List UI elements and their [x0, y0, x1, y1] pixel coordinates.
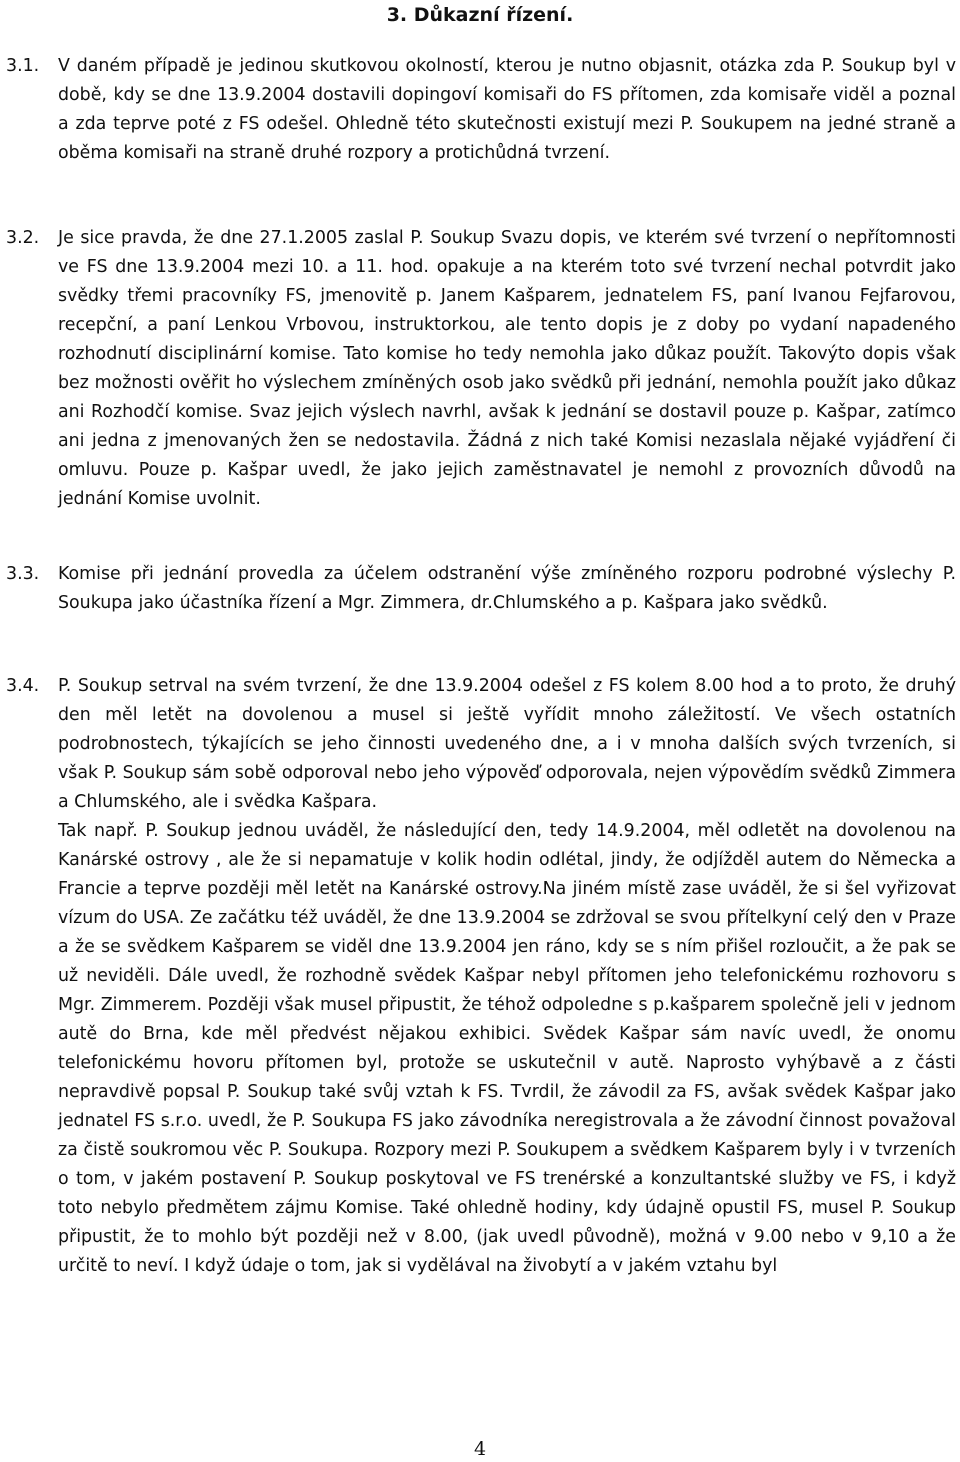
page-number: 4 [473, 1438, 487, 1460]
paragraph-text: Je sice pravda, že dne 27.1.2005 zaslal P. Soukup Svazu dopis, ve kterém své tvrzení o nepřítomnosti ve FS dne 13.9.2004 mezi 10. a 11. hod. opakuje a na kterém toto své tvrzení nechal potvrdit jako svědky třemi pracovníky FS, jmenovitě p. Janem Kašparem, jednatelem FS, paní Ivanou Fejfarovou, recepční, a paní Lenkou Vrbovou, instruktorkou, ale tento dopis je z doby po vydaní napadeného rozhodnutí disciplinární komise. Tato komise ho tedy nemohla jako důkaz použít. Takovýto dopis však bez možnosti ověřit ho výslechem zmíněných osob jako svědků při jednání, nemohla použít jako důkaz ani Rozhodčí komise. Svaz jejich výslech navrhl, avšak k jednání se dostavil pouze p. Kašpar, zatímco ani jedna z jmenovaných žen se nedostavila. Žádná z nich také Komisi nezaslala nějaké vyjádření či omluvu. Pouze p. Kašpar uvedl, že jako jejich zaměstnavatel je nemohl z provozních důvodů na jednání Komise uvolnit. [58, 228, 956, 509]
paragraph-body [58, 560, 956, 618]
paragraph-number: 3.1. [6, 56, 40, 76]
paragraph-number: 3.4. [6, 676, 40, 696]
paragraph-text: V daném případě je jedinou skutkovou okolností, kterou je nutno objasnit, otázka zda P. Soukup byl v době, kdy se dne 13.9.2004 dostavili dopingoví komisaři do FS přítomen, zda komisaře viděl a poznal a zda teprve poté z FS odešel. Ohledně této skutečnosti existují mezi P. Soukupem na jedné straně a oběma komisaři na straně druhé rozpory a protichůdná tvrzení. [58, 56, 956, 163]
paragraph-body [58, 672, 956, 1281]
paragraph-text: Komise při jednání provedla za účelem odstranění výše zmíněného rozporu podrobné výslechy P. Soukupa jako účastníka řízení a Mgr. Zimmera, dr.Chlumského a p. Kašpara jako svědků. [58, 564, 956, 613]
paragraph-number: 3.3. [6, 564, 40, 584]
section-heading: 3. Důkazní řízení. [386, 4, 574, 26]
paragraph-text: P. Soukup setrval na svém tvrzení, že dne 13.9.2004 odešel z FS kolem 8.00 hod a to proto, že druhý den měl letět na dovolenou a musel si ještě vyřídit mnoho záležitostí. Ve všech ostatních podrobnostech, týkajících se jeho činnosti uvedeného dne, a i v mnoha dalších svých tvrzeních, si však P. Soukup sám sobě odporoval nebo jeho výpověď odporovala, nejen výpovědím svědků Zimmera a Chlumského, ale i svědka Kašpara. [58, 676, 956, 812]
paragraph-body [58, 52, 956, 168]
paragraph-text: Tak např. P. Soukup jednou uváděl, že následující den, tedy 14.9.2004, měl odletět na dovolenou na Kanárské ostrovy , ale že si nepamatuje v kolik hodin odlétal, jindy, že odjížděl autem do Německa a Francie a teprve později měl letět na Kanárské ostrovy.Na jiném místě zase uváděl, že si šel vyřizovat vízum do USA. Ze začátku též uváděl, že dne 13.9.2004 se zdržoval se svou přítelkyní celý den v Praze a že se svědkem Kašparem se viděl dne 13.9.2004 jen ráno, kdy se s ním přišel rozloučit, a že pak se už neviděli. Dále uvedl, že rozhodně svědek Kašpar nebyl přítomen jeho telefonickému rozhovoru s Mgr. Zimmerem. Později však musel připustit, že téhož odpoledne s p.kašparem společně jeli v jednom autě do Brna, kde měl předvést nějakou exhibici. Svědek Kašpar sám navíc uvedl, že onomu telefonickému hovoru přítomen byl, protože se uskutečnil v autě. Naprosto vyhýbavě a z části nepravdivě popsal P. Soukup také svůj vztah k FS. Tvrdil, že závodil za FS, avšak svědek Kašpar jako jednatel FS s.r.o. uvedl, že P. Soukupa FS jako závodníka neregistrovala a že závodní činnost považoval za čistě soukromou věc P. Soukupa. Rozpory mezi P. Soukupem a svědkem Kašparem byly i v tvrzeních o tom, v jakém postavení P. Soukup poskytoval ve FS trenérské a konzultantské služby ve FS, i když toto nebylo předmětem zájmu Komise. Také ohledně hodiny, kdy údajně opustil FS, musel P. Soukup připustit, že to mohlo být později než v 8.00, (jak uvedl původně), možná v 9.00 nebo v 9,10 a že určitě to neví. I když údaje o tom, jak si vydělával na živobytí a v jakém vztahu byl [58, 821, 956, 1276]
paragraph-body [58, 224, 956, 514]
paragraph-number: 3.2. [6, 228, 40, 248]
